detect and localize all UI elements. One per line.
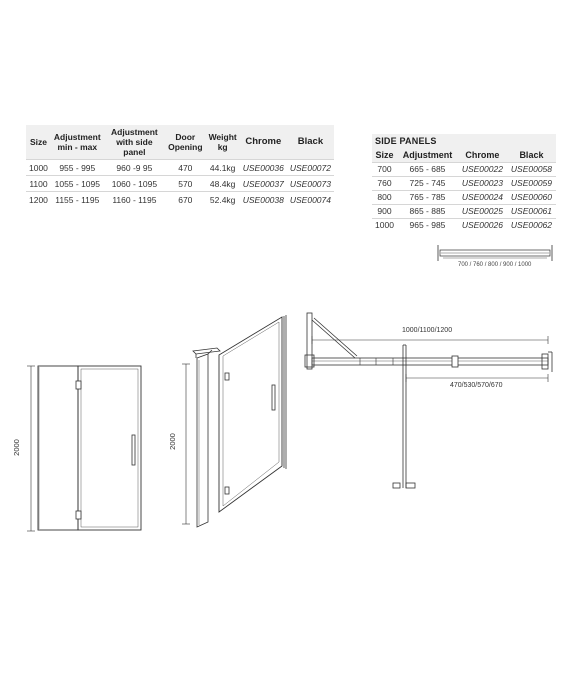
table-cell: 865 - 885 bbox=[409, 206, 446, 216]
table-cell: 1160 - 1195 bbox=[112, 194, 157, 205]
table-cell: 570 bbox=[178, 178, 193, 189]
table-cell: USE00024 bbox=[461, 192, 503, 202]
table-cell: USE00038 bbox=[242, 194, 284, 205]
column-header: Black bbox=[297, 136, 324, 147]
column-header: Chrome bbox=[465, 150, 500, 160]
side-panel-width-label: 700 / 760 / 800 / 900 / 1000 bbox=[458, 262, 532, 268]
table-cell: USE00060 bbox=[510, 192, 553, 202]
column-header: Chrome bbox=[245, 136, 282, 147]
table-cell: 700 bbox=[377, 164, 392, 174]
table-cell: 955 - 995 bbox=[59, 162, 96, 173]
table-cell: USE00059 bbox=[510, 178, 553, 188]
side-panel-top-view bbox=[438, 245, 552, 261]
table-cell: USE00074 bbox=[289, 194, 331, 205]
column-header: Size bbox=[29, 137, 47, 147]
side-panels-title: SIDE PANELS bbox=[372, 134, 556, 148]
column-header: Black bbox=[519, 150, 544, 160]
column-header: Door Opening bbox=[168, 132, 203, 152]
plan-opening-label: 470/530/570/670 bbox=[450, 382, 503, 389]
table-cell: 1155 - 1195 bbox=[55, 194, 100, 205]
table-cell: 1000 bbox=[375, 220, 394, 230]
plan-view-drawing bbox=[305, 313, 552, 488]
table-cell: USE00072 bbox=[289, 162, 331, 173]
front-height-label: 2000 bbox=[11, 439, 21, 456]
table-cell: USE00073 bbox=[289, 178, 331, 189]
table-cell: 665 - 685 bbox=[409, 164, 446, 174]
iso-height-label: 2000 bbox=[167, 433, 177, 450]
table-cell: 765 - 785 bbox=[409, 192, 446, 202]
table-cell: USE00058 bbox=[510, 164, 553, 174]
table-cell: USE00023 bbox=[461, 178, 503, 188]
table-cell: USE00061 bbox=[510, 206, 553, 216]
table-cell: 800 bbox=[377, 192, 392, 202]
table-cell: 1000 bbox=[29, 162, 48, 173]
table-cell: 960 -9 95 bbox=[116, 162, 153, 173]
table-cell: 470 bbox=[178, 162, 193, 173]
column-header: Adjustment with side panel bbox=[111, 127, 158, 157]
table-cell: USE00037 bbox=[242, 178, 284, 189]
column-header: Adjustment bbox=[402, 150, 453, 160]
table-cell: 670 bbox=[178, 194, 193, 205]
front-elevation-drawing bbox=[27, 366, 141, 531]
column-header: Adjustment min - max bbox=[53, 132, 101, 152]
table-cell: USE00036 bbox=[242, 162, 284, 173]
plan-width-label: 1000/1100/1200 bbox=[402, 327, 453, 334]
table-cell: 1060 - 1095 bbox=[111, 178, 158, 189]
table-cell: 965 - 985 bbox=[409, 220, 446, 230]
table-cell: 52.4kg bbox=[209, 194, 236, 205]
table-cell: 48.4kg bbox=[209, 178, 236, 189]
table-cell: 1100 bbox=[29, 178, 48, 189]
table-cell: USE00022 bbox=[461, 164, 503, 174]
column-header: Size bbox=[375, 150, 394, 160]
table-cell: 1200 bbox=[29, 194, 48, 205]
table-cell: USE00062 bbox=[510, 220, 553, 230]
table-cell: 760 bbox=[377, 178, 392, 188]
table-cell: 900 bbox=[377, 206, 392, 216]
table-cell: USE00025 bbox=[461, 206, 503, 216]
table-cell: 725 - 745 bbox=[409, 178, 446, 188]
isometric-drawing bbox=[182, 315, 286, 527]
table-cell: USE00026 bbox=[461, 220, 503, 230]
table-cell: 1055 - 1095 bbox=[54, 178, 100, 189]
column-header: Weight kg bbox=[208, 132, 237, 152]
table-cell: 44.1kg bbox=[209, 162, 236, 173]
